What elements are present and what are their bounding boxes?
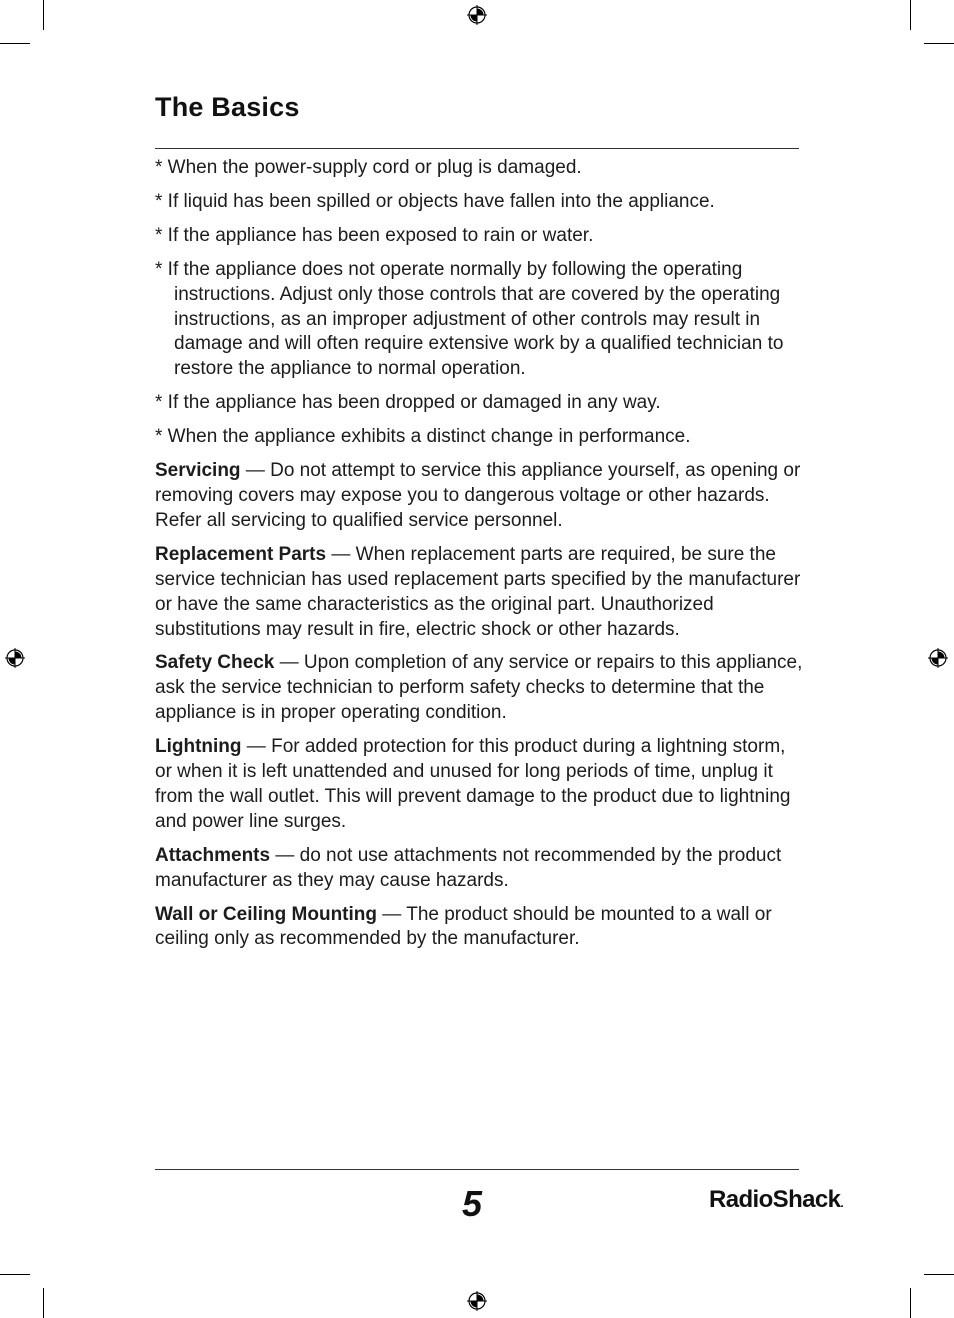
list-item: * If the appliance has been dropped or damaged in any way. [155, 392, 661, 414]
registration-mark-icon [927, 647, 949, 669]
section-text: — do not use attachments not recommended by the product manufacturer as they may cause hazards. [155, 844, 782, 891]
crop-mark-bottom-left-v [43, 1288, 44, 1318]
crop-mark-top-right-h [924, 43, 954, 44]
crop-mark-bottom-right-v [910, 1288, 911, 1318]
brand-mark: . [840, 1196, 844, 1210]
attachments-paragraph [155, 844, 803, 894]
lightning-paragraph [155, 735, 803, 835]
safety-check-paragraph [155, 651, 803, 726]
list-item: * When the power-supply cord or plug is damaged. [155, 157, 582, 178]
section-term: Replacement Parts [155, 543, 327, 565]
brand-name: RadioShack [709, 1186, 841, 1213]
section-text: — When replacement parts are required, be sure the service technician has used replacement parts specified by the manufacturer or have the same characteristics as the original part. Unauthorized substitutions may result in fire, electric shock or other hazards. [155, 543, 801, 640]
wall-ceiling-mounting-paragraph [155, 903, 803, 953]
list-item: * When the appliance exhibits a distinct change in performance. [155, 426, 691, 448]
section-term: Servicing [155, 460, 241, 482]
registration-mark-icon [4, 647, 26, 669]
crop-mark-top-left-h [0, 43, 30, 44]
section-term: Lightning [155, 736, 242, 758]
header-rule [155, 148, 799, 149]
section-text: — Upon completion of any service or repairs to this appliance, ask the service technician to perform safety checks to determine that the appliance is in proper operating condition. [155, 652, 803, 724]
footer-rule [155, 1169, 799, 1170]
page-content [155, 156, 803, 961]
replacement-parts-paragraph [155, 543, 803, 643]
section-term: Safety Check [155, 652, 275, 674]
crop-mark-bottom-left-h [0, 1274, 30, 1275]
crop-mark-top-left-v [43, 0, 44, 30]
section-term: Wall or Ceiling Mounting [155, 903, 377, 925]
servicing-paragraph [155, 459, 803, 534]
list-item: * If the appliance does not operate normally by following the operating instructions. Adjust only those controls that are covered by the operating instructions, as an improper adjustment of other controls may result in damage and will often require extensive work by a qualified technician to restore the appliance to normal operation. [155, 258, 784, 380]
section-term: Attachments [155, 844, 271, 866]
crop-mark-top-right-v [910, 0, 911, 30]
section-text: — The product should be mounted to a wall or ceiling only as recommended by the manufacturer. [155, 903, 772, 950]
registration-mark-icon [466, 4, 488, 26]
section-text: — For added protection for this product during a lightning storm, or when it is left unattended and unused for long periods of time, unplug it from the wall outlet. This will prevent damage to the product due to lightning and power line surges. [155, 736, 791, 832]
page-title: The Basics [155, 92, 300, 122]
brand-logo [709, 1186, 844, 1214]
crop-mark-bottom-right-h [924, 1274, 954, 1275]
page-number: 5 [462, 1183, 483, 1224]
section-text: — Do not attempt to service this appliance yourself, as opening or removing covers may expose you to dangerous voltage or other hazards. Refer all servicing to qualified service personnel. [155, 460, 801, 531]
list-item: * If liquid has been spilled or objects have fallen into the appliance. [155, 190, 715, 212]
registration-mark-icon [466, 1290, 488, 1312]
list-item: * If the appliance has been exposed to rain or water. [155, 224, 594, 246]
